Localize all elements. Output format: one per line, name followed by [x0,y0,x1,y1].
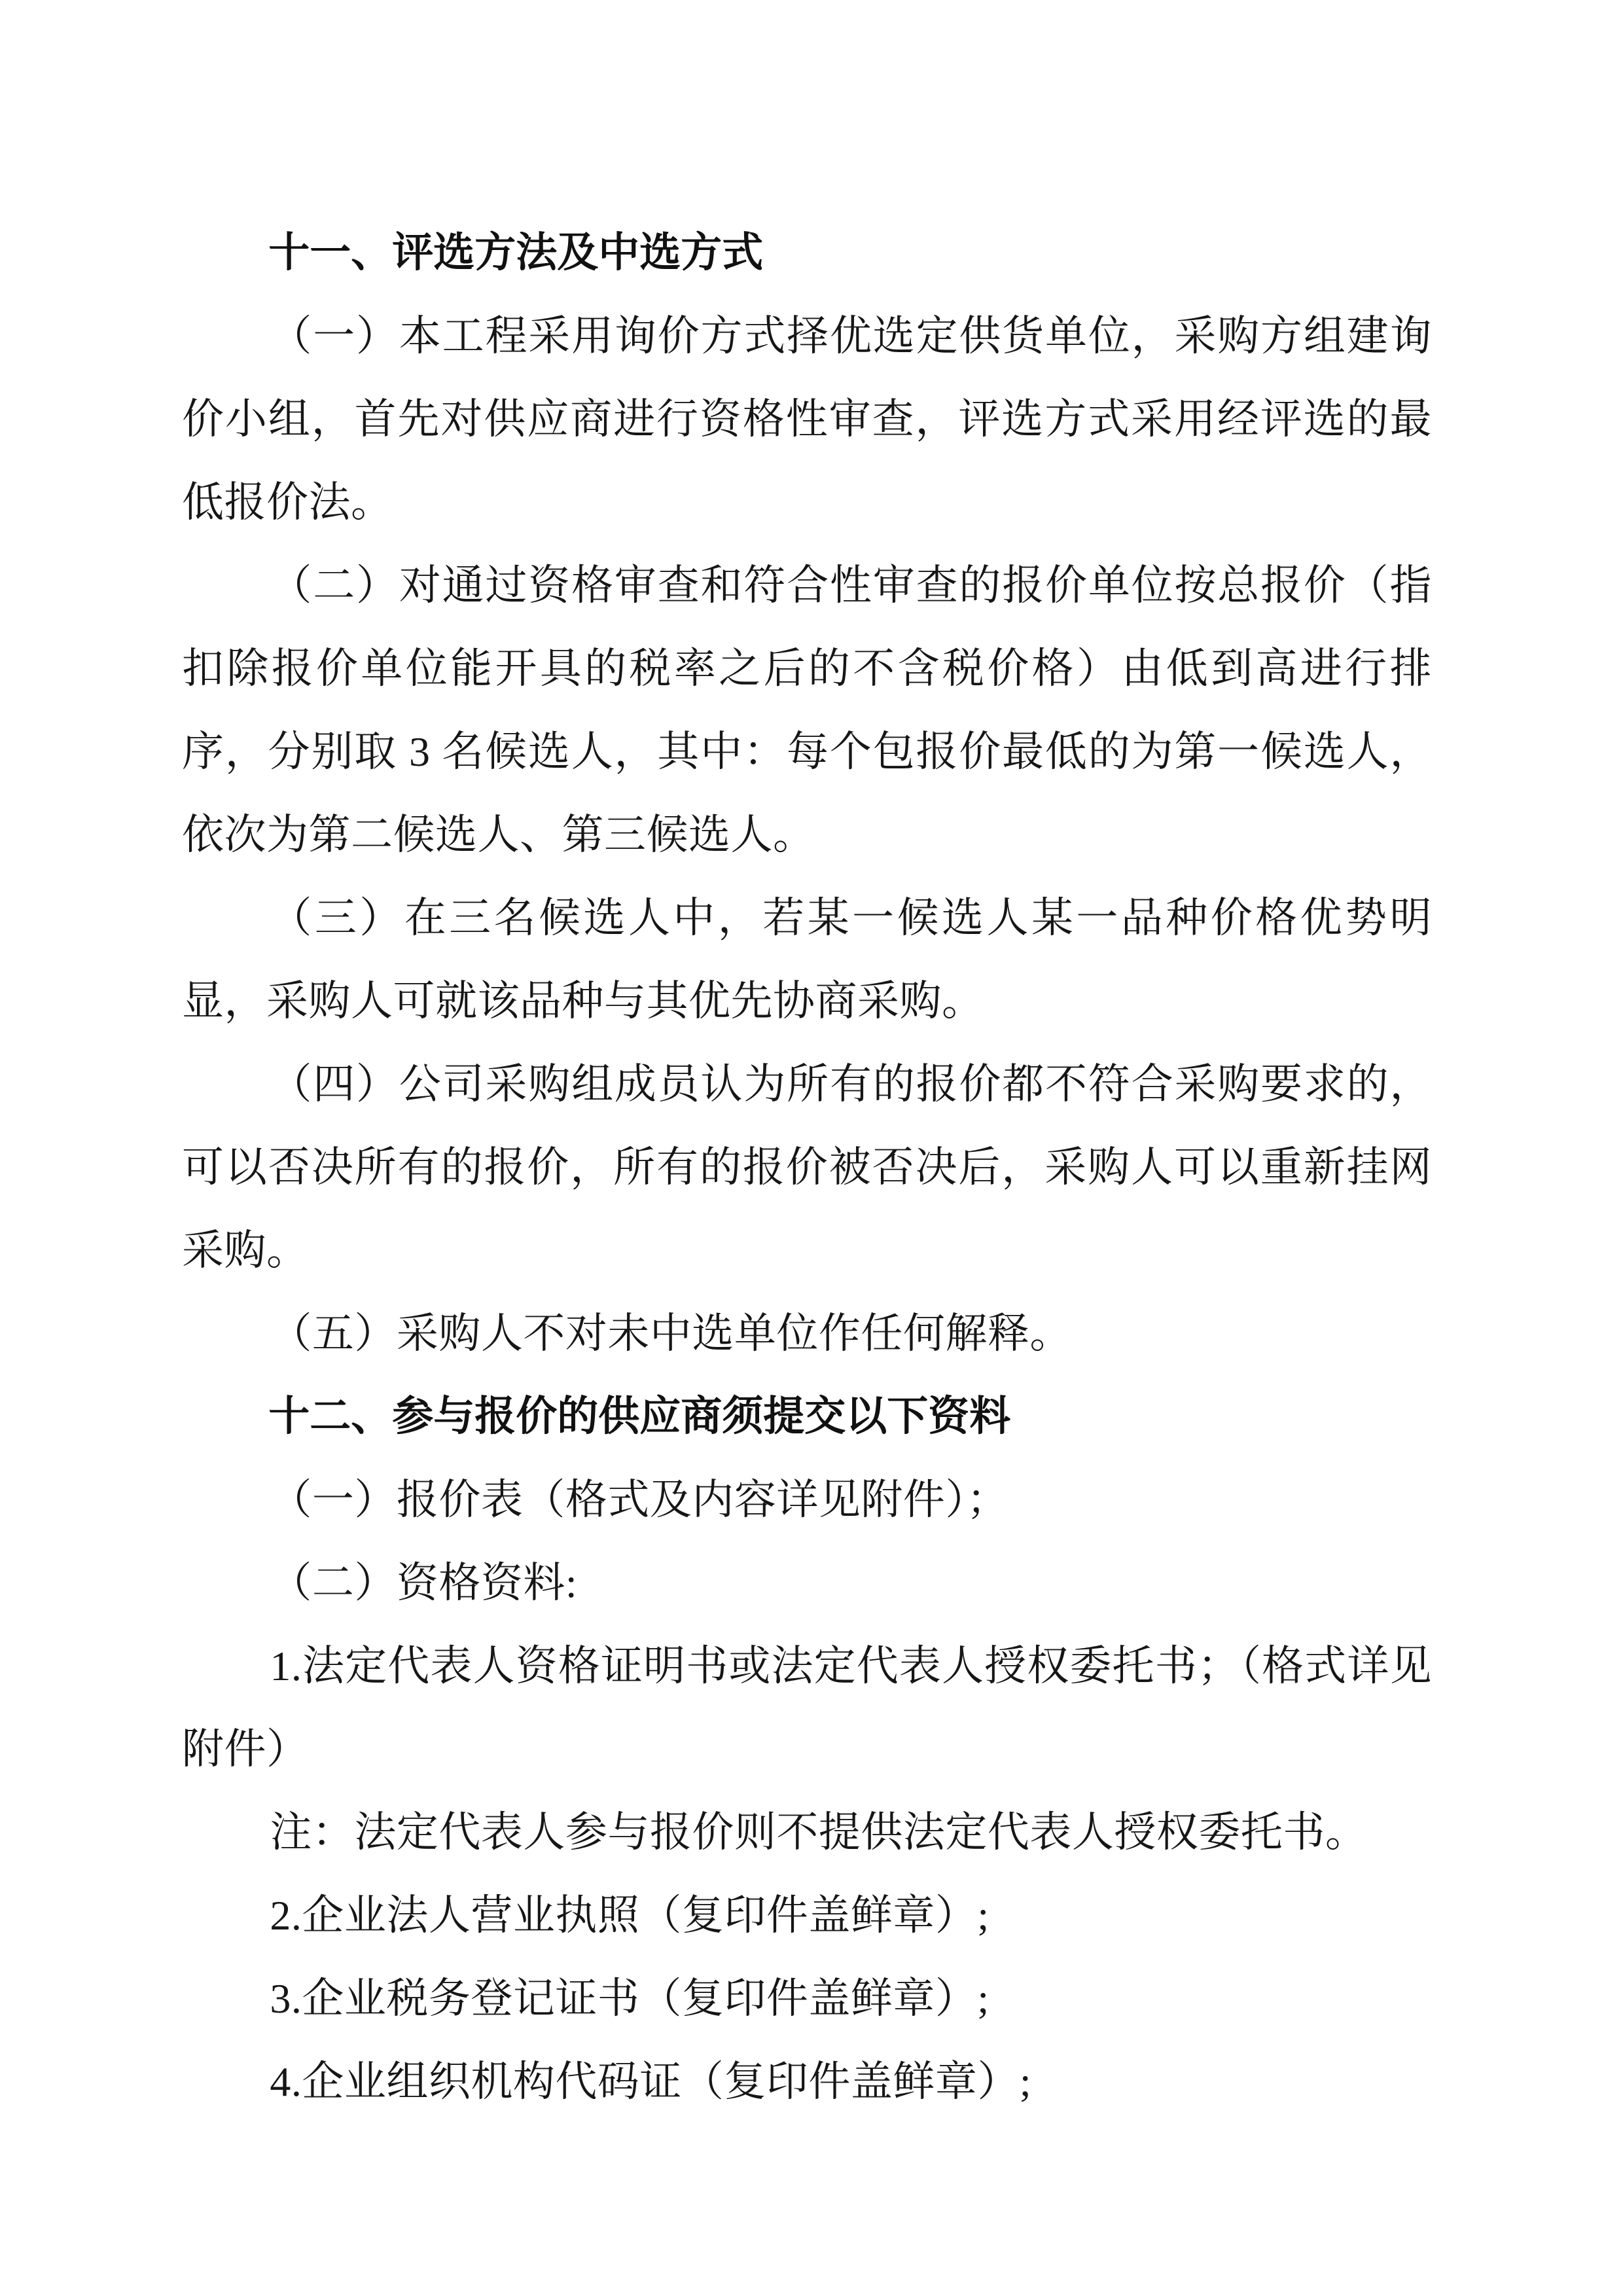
heading-section-11: 十一、评选方法及中选方式 [268,230,764,276]
document-content [182,211,1432,2123]
para-material-item-2-1: 1.法定代表人资格证明书或法定代表人授权委托书；（格式详见附件） [182,1643,1432,1772]
para-method-item-2: （二）对通过资格审查和符合性审查的报价单位按总报价（指扣除报价单位能开具的税率之后的不含税价格）由低到高进行排序，分别取 3 名候选人，其中：每个包报价最低的为第一候选人，依次为第二候选人、第三候选人。 [182,562,1432,858]
para-method-item-4: （四）公司采购组成员认为所有的报价都不符合采购要求的，可以否决所有的报价，所有的报价被否决后，采购人可以重新挂网采购。 [182,1061,1432,1274]
para-material-item-2-4: 4.企业组织机构代码证（复印件盖鲜章）; [270,2058,1032,2105]
para-method-item-3: （三）在三名候选人中，若某一候选人某一品种价格优势明显，采购人可就该品种与其优先协商采购。 [182,895,1432,1024]
para-material-item-2-3: 3.企业税务登记证书（复印件盖鲜章）; [270,1975,990,2022]
para-material-note: 注：法定代表人参与报价则不提供法定代表人授权委托书。 [270,1809,1368,1856]
para-material-item-2: （二）资格资料: [270,1560,578,1606]
para-material-item-1: （一）报价表（格式及内容详见附件）； [270,1477,1009,1523]
para-method-item-5: （五）采购人不对未中选单位作任何解释。 [270,1310,1072,1357]
para-method-item-1: （一）本工程采用询价方式择优选定供货单位，采购方组建询价小组，首先对供应商进行资格性审查，评选方式采用经评选的最低报价法。 [182,313,1432,526]
para-material-item-2-2: 2.企业法人营业执照（复印件盖鲜章）; [270,1892,990,1939]
heading-section-12: 十二、参与报价的供应商须提交以下资料 [268,1393,1011,1439]
